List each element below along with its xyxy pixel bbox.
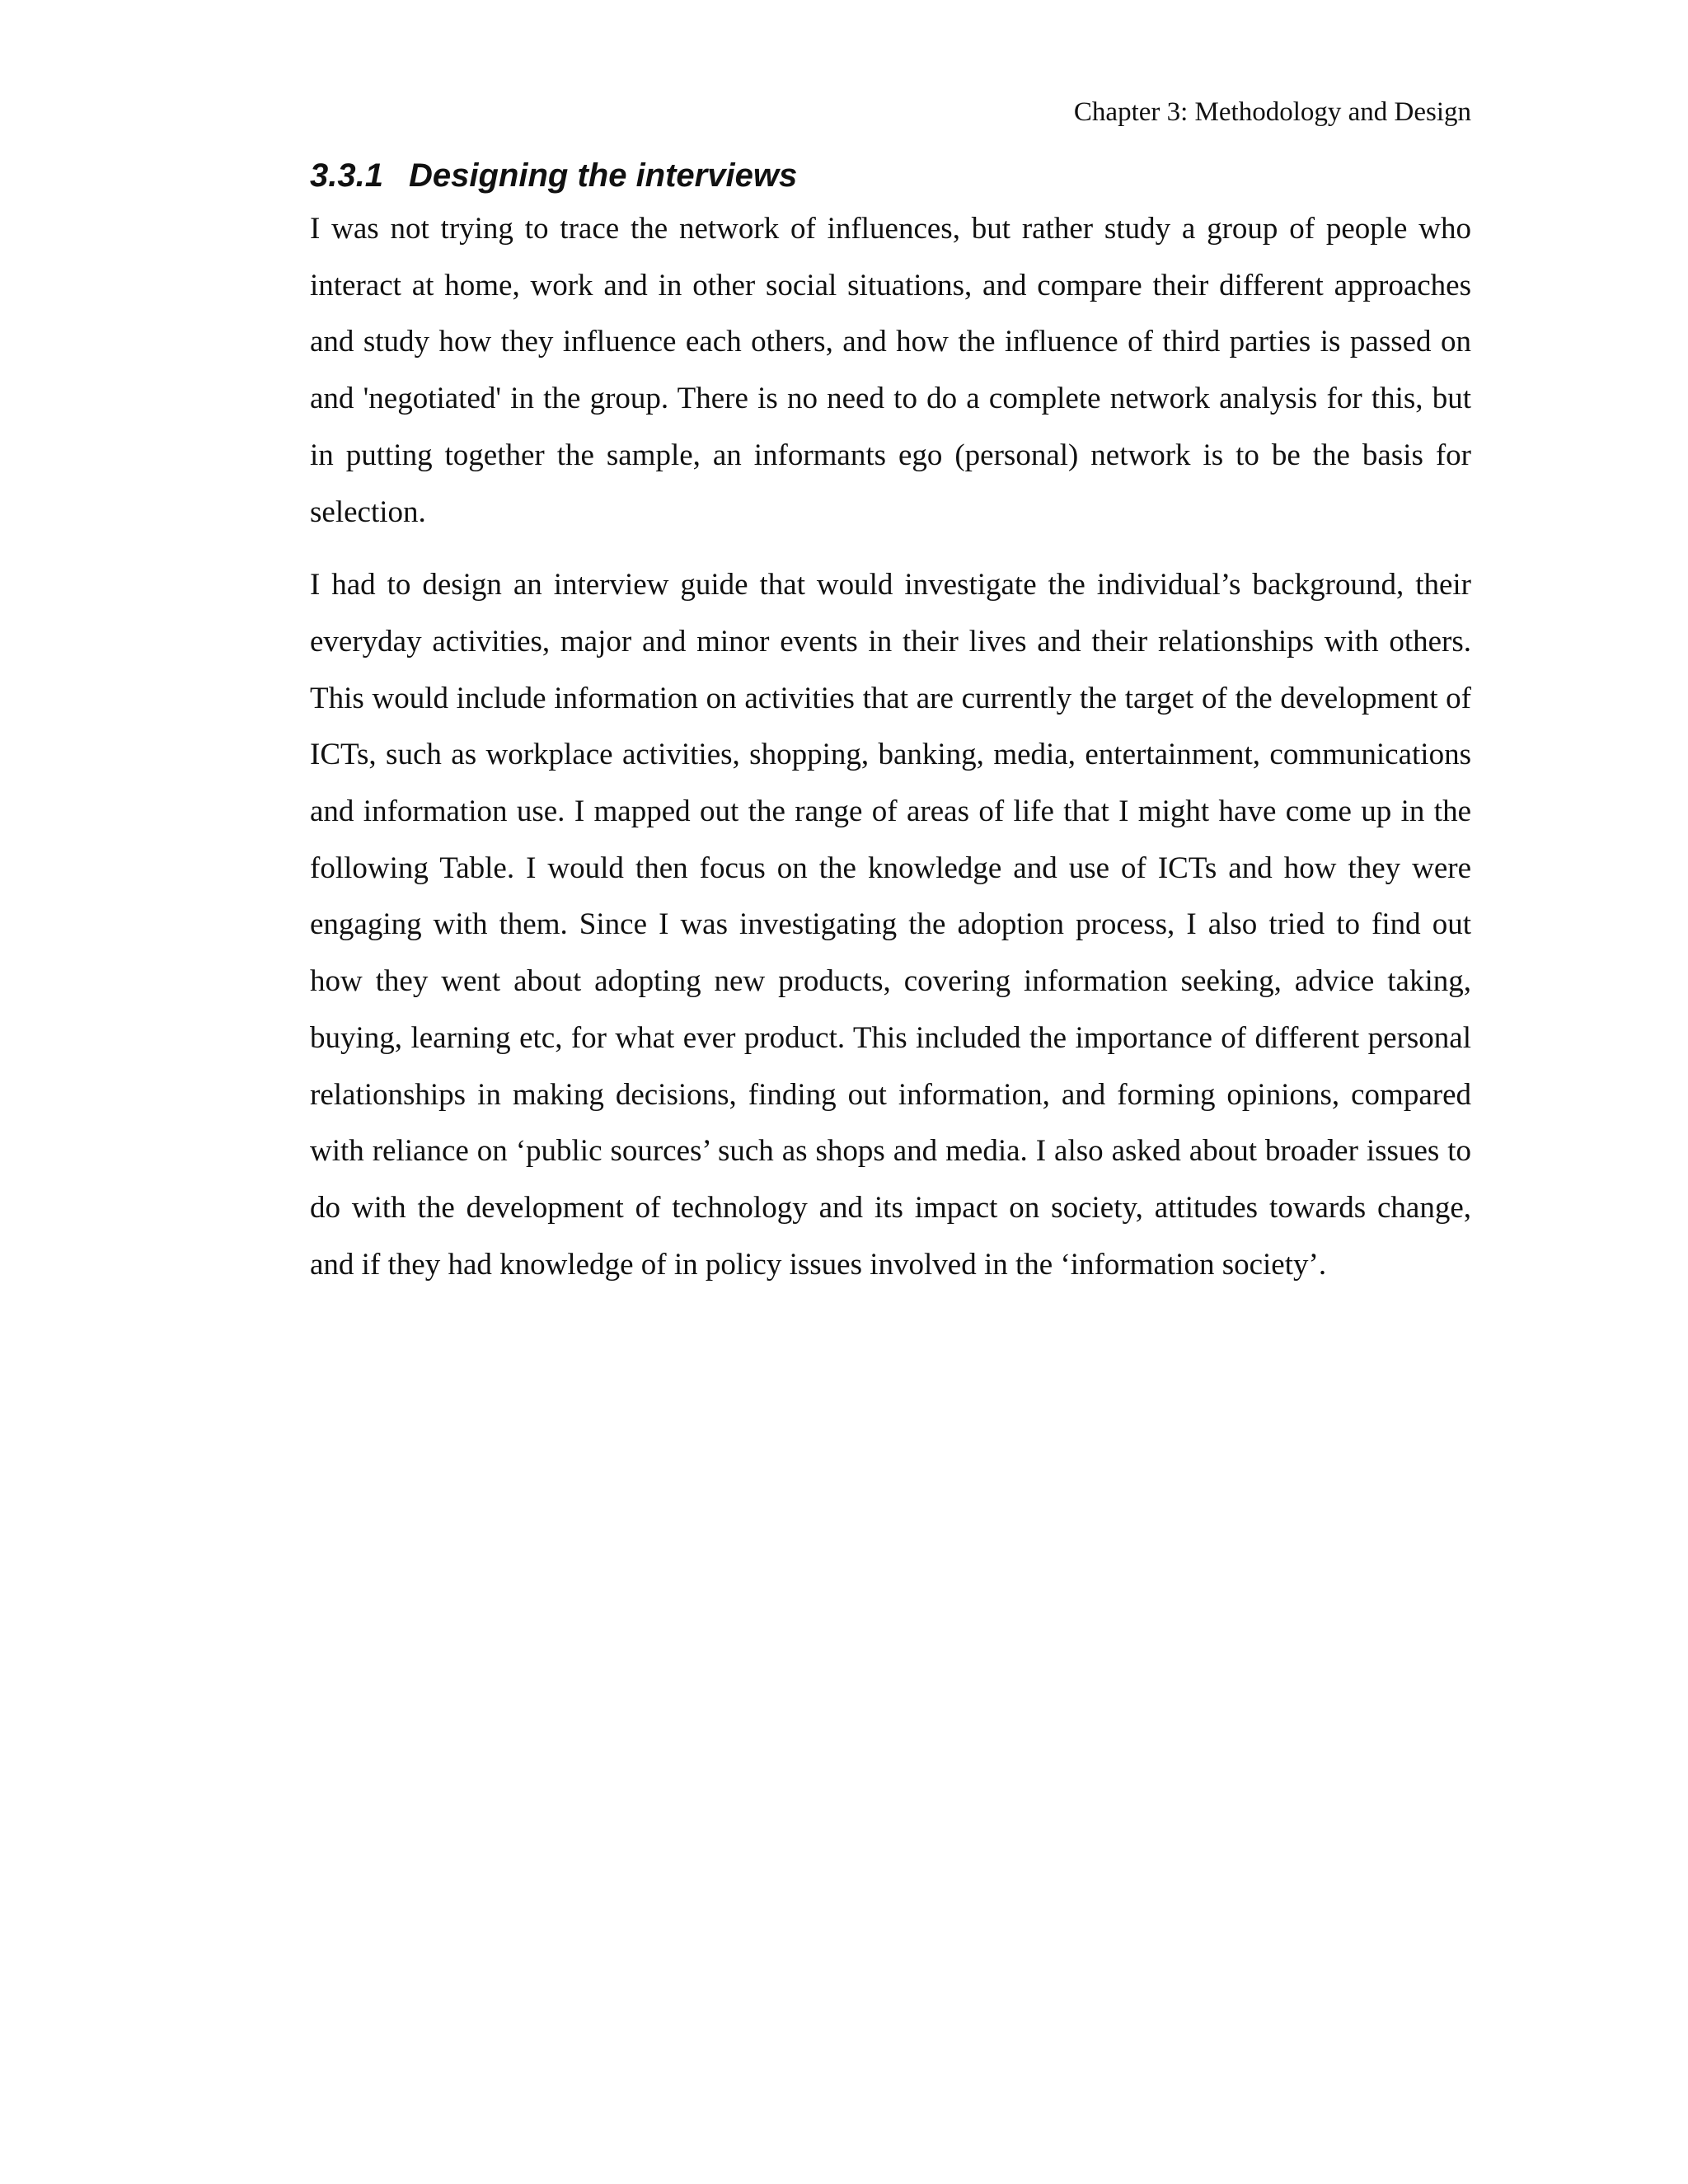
- section-title: Designing the interviews: [409, 157, 798, 194]
- section-heading: [310, 153, 1471, 198]
- body-paragraph: I was not trying to trace the network of influences, but rather study a group of people who interact at home, work and in other social situations, and compare their different approaches and study how they influence each others, and how the influence of third parties is passed on and 'negotiated' in the group. There is no need to do a complete network analysis for this, but in putting together the sample, an informants ego (personal) network is to be the basis for selection.: [310, 212, 1471, 529]
- running-header: Chapter 3: Methodology and Design: [1073, 97, 1471, 127]
- body-paragraph: I had to design an interview guide that would investigate the individual’s background, their everyday activities, major and minor events in their lives and their relationships with others. This would include information on activities that are currently the target of the development of ICTs, such as workplace activities, shopping, banking, media, entertainment, communications and information use. I mapped out the range of areas of life that I might have come up in the following Table. I would then focus on the knowledge and use of ICTs and how they were engaging with them. Since I was investigating the adoption process, I also tried to find out how they went about adopting new products, covering information seeking, advice taking, buying, learning etc, for what ever product. This included the importance of different personal relationships in making decisions, finding out information, and forming opinions, compared with reliance on ‘public sources’ such as shops and media. I also asked about broader issues to do with the development of technology and its impact on society, attitudes towards change, and if they had knowledge of in policy issues involved in the ‘information society’.: [310, 568, 1471, 1282]
- section-number: 3.3.1: [310, 157, 383, 194]
- page-body: [310, 153, 1471, 1293]
